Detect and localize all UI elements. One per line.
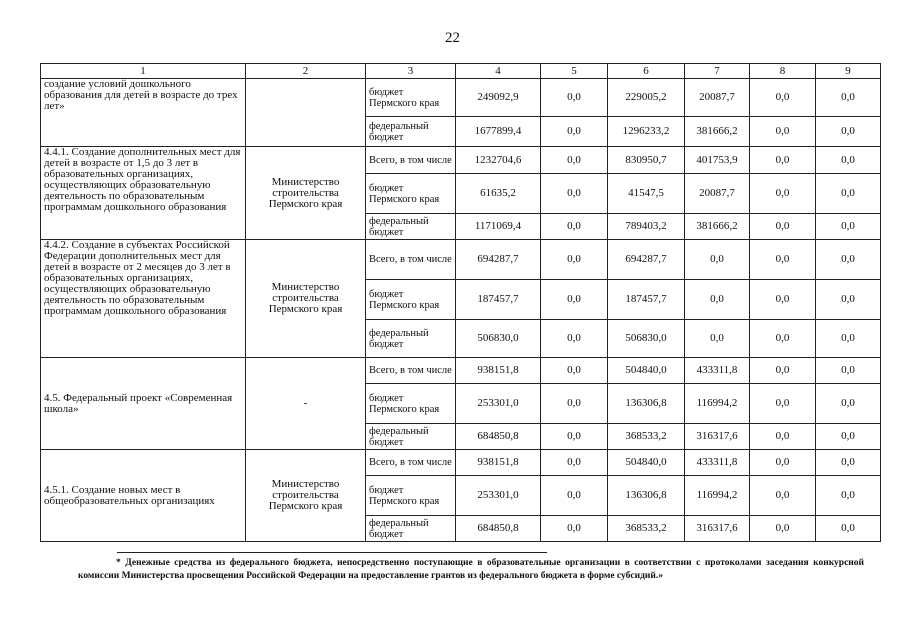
header-cell: 3 <box>366 64 456 79</box>
funding-source-cell: федеральный бюджет <box>366 516 456 542</box>
amount-cell: 116994,2 <box>685 476 750 516</box>
measure-title-cell: создание условий дошкольного образования для детей в возрасте до трех лет» <box>41 79 246 147</box>
amount-cell: 938151,8 <box>456 450 541 476</box>
amount-cell: 229005,2 <box>608 79 685 117</box>
amount-cell: 0,0 <box>816 117 881 147</box>
page-number: 22 <box>445 30 460 46</box>
funding-source-cell: Всего, в том числе <box>366 147 456 174</box>
amount-cell: 0,0 <box>750 147 816 174</box>
amount-cell: 253301,0 <box>456 384 541 424</box>
header-cell: 6 <box>608 64 685 79</box>
amount-cell: 0,0 <box>541 174 608 214</box>
amount-cell: 0,0 <box>816 476 881 516</box>
amount-cell: 433311,8 <box>685 358 750 384</box>
table-row <box>41 450 881 476</box>
amount-cell: 789403,2 <box>608 214 685 240</box>
header-cell: 4 <box>456 64 541 79</box>
funding-source-cell: бюджет Пермского края <box>366 280 456 320</box>
amount-cell: 938151,8 <box>456 358 541 384</box>
amount-cell: 0,0 <box>750 384 816 424</box>
funding-source-cell: федеральный бюджет <box>366 117 456 147</box>
header-cell: 9 <box>816 64 881 79</box>
amount-cell: 0,0 <box>816 240 881 280</box>
executor-cell: - <box>246 358 366 450</box>
amount-cell: 0,0 <box>816 147 881 174</box>
amount-cell: 0,0 <box>750 280 816 320</box>
amount-cell: 0,0 <box>816 358 881 384</box>
footnote-text: * Денежные средства из федерального бюджета, непосредственно поступающие в образовательные организации в соответствии с протоколами заседания конкурсной комиссии Министерства просвещения Российской Федерации на предоставление грантов из федерального бюджета в форме субсидий.» <box>78 558 864 581</box>
amount-cell: 0,0 <box>750 174 816 214</box>
amount-cell: 0,0 <box>541 384 608 424</box>
amount-cell: 433311,8 <box>685 450 750 476</box>
amount-cell: 0,0 <box>816 214 881 240</box>
amount-cell: 116994,2 <box>685 384 750 424</box>
amount-cell: 1677899,4 <box>456 117 541 147</box>
amount-cell: 1232704,6 <box>456 147 541 174</box>
header-cell: 7 <box>685 64 750 79</box>
amount-cell: 0,0 <box>541 79 608 117</box>
measure-title-cell: 4.5.1. Создание новых мест в общеобразовательных организациях <box>41 450 246 542</box>
amount-cell: 0,0 <box>816 174 881 214</box>
funding-source-cell: федеральный бюджет <box>366 320 456 358</box>
amount-cell: 0,0 <box>541 240 608 280</box>
amount-cell: 684850,8 <box>456 424 541 450</box>
amount-cell: 0,0 <box>541 147 608 174</box>
amount-cell: 504840,0 <box>608 450 685 476</box>
amount-cell: 316317,6 <box>685 424 750 450</box>
footnote <box>78 557 864 583</box>
amount-cell: 0,0 <box>750 214 816 240</box>
amount-cell: 684850,8 <box>456 516 541 542</box>
amount-cell: 0,0 <box>816 450 881 476</box>
budget-table <box>40 63 881 542</box>
amount-cell: 0,0 <box>816 516 881 542</box>
funding-source-cell: бюджет Пермского края <box>366 384 456 424</box>
amount-cell: 61635,2 <box>456 174 541 214</box>
amount-cell: 187457,7 <box>456 280 541 320</box>
amount-cell: 0,0 <box>541 280 608 320</box>
amount-cell: 0,0 <box>750 358 816 384</box>
amount-cell: 0,0 <box>750 476 816 516</box>
funding-source-cell: Всего, в том числе <box>366 450 456 476</box>
measure-title-cell: 4.5. Федеральный проект «Современная школа» <box>41 358 246 450</box>
amount-cell: 0,0 <box>685 280 750 320</box>
funding-source-cell: бюджет Пермского края <box>366 476 456 516</box>
amount-cell: 506830,0 <box>456 320 541 358</box>
amount-cell: 20087,7 <box>685 79 750 117</box>
amount-cell: 187457,7 <box>608 280 685 320</box>
measure-title-cell: 4.4.1. Создание дополнительных мест для детей в возрасте от 1,5 до 3 лет в образовательных организациях, осуществляющих образовательную деятельность по образовательным программам дошкольного образования <box>41 147 246 240</box>
amount-cell: 381666,2 <box>685 117 750 147</box>
amount-cell: 0,0 <box>541 358 608 384</box>
table-row <box>41 240 881 280</box>
amount-cell: 0,0 <box>816 424 881 450</box>
amount-cell: 0,0 <box>541 214 608 240</box>
amount-cell: 0,0 <box>685 320 750 358</box>
amount-cell: 368533,2 <box>608 516 685 542</box>
funding-source-cell: федеральный бюджет <box>366 424 456 450</box>
funding-source-cell: Всего, в том числе <box>366 358 456 384</box>
funding-source-cell: Всего, в том числе <box>366 240 456 280</box>
amount-cell: 253301,0 <box>456 476 541 516</box>
amount-cell: 0,0 <box>750 117 816 147</box>
amount-cell: 0,0 <box>541 476 608 516</box>
amount-cell: 20087,7 <box>685 174 750 214</box>
amount-cell: 0,0 <box>750 516 816 542</box>
executor-cell <box>246 79 366 147</box>
amount-cell: 0,0 <box>541 516 608 542</box>
table-row <box>41 358 881 384</box>
table-row <box>41 147 881 174</box>
amount-cell: 0,0 <box>541 450 608 476</box>
amount-cell: 1171069,4 <box>456 214 541 240</box>
header-cell: 1 <box>41 64 246 79</box>
amount-cell: 0,0 <box>541 320 608 358</box>
funding-source-cell: федеральный бюджет <box>366 214 456 240</box>
header-cell: 8 <box>750 64 816 79</box>
amount-cell: 136306,8 <box>608 384 685 424</box>
amount-cell: 136306,8 <box>608 476 685 516</box>
amount-cell: 0,0 <box>750 79 816 117</box>
amount-cell: 316317,6 <box>685 516 750 542</box>
amount-cell: 0,0 <box>750 320 816 358</box>
measure-title-cell: 4.4.2. Создание в субъектах Российской Федерации дополнительных мест для детей в возрасте от 2 месяцев до 3 лет в образовательных организациях, осуществляющих образовательную деятельность по образовательным программам дошкольного образования <box>41 240 246 358</box>
amount-cell: 249092,9 <box>456 79 541 117</box>
footnote-divider <box>117 552 547 553</box>
amount-cell: 41547,5 <box>608 174 685 214</box>
header-row <box>41 64 881 79</box>
amount-cell: 0,0 <box>816 320 881 358</box>
amount-cell: 694287,7 <box>456 240 541 280</box>
amount-cell: 401753,9 <box>685 147 750 174</box>
header-cell: 5 <box>541 64 608 79</box>
amount-cell: 504840,0 <box>608 358 685 384</box>
amount-cell: 0,0 <box>541 117 608 147</box>
amount-cell: 0,0 <box>685 240 750 280</box>
amount-cell: 506830,0 <box>608 320 685 358</box>
executor-cell: Министерство строительства Пермского края <box>246 450 366 542</box>
funding-source-cell: бюджет Пермского края <box>366 79 456 117</box>
amount-cell: 0,0 <box>541 424 608 450</box>
amount-cell: 368533,2 <box>608 424 685 450</box>
amount-cell: 0,0 <box>816 280 881 320</box>
amount-cell: 830950,7 <box>608 147 685 174</box>
table-row <box>41 79 881 117</box>
amount-cell: 0,0 <box>750 424 816 450</box>
amount-cell: 1296233,2 <box>608 117 685 147</box>
funding-source-cell: бюджет Пермского края <box>366 174 456 214</box>
amount-cell: 381666,2 <box>685 214 750 240</box>
header-cell: 2 <box>246 64 366 79</box>
amount-cell: 694287,7 <box>608 240 685 280</box>
amount-cell: 0,0 <box>750 450 816 476</box>
executor-cell: Министерство строительства Пермского края <box>246 147 366 240</box>
executor-cell: Министерство строительства Пермского края <box>246 240 366 358</box>
amount-cell: 0,0 <box>816 79 881 117</box>
amount-cell: 0,0 <box>750 240 816 280</box>
amount-cell: 0,0 <box>816 384 881 424</box>
